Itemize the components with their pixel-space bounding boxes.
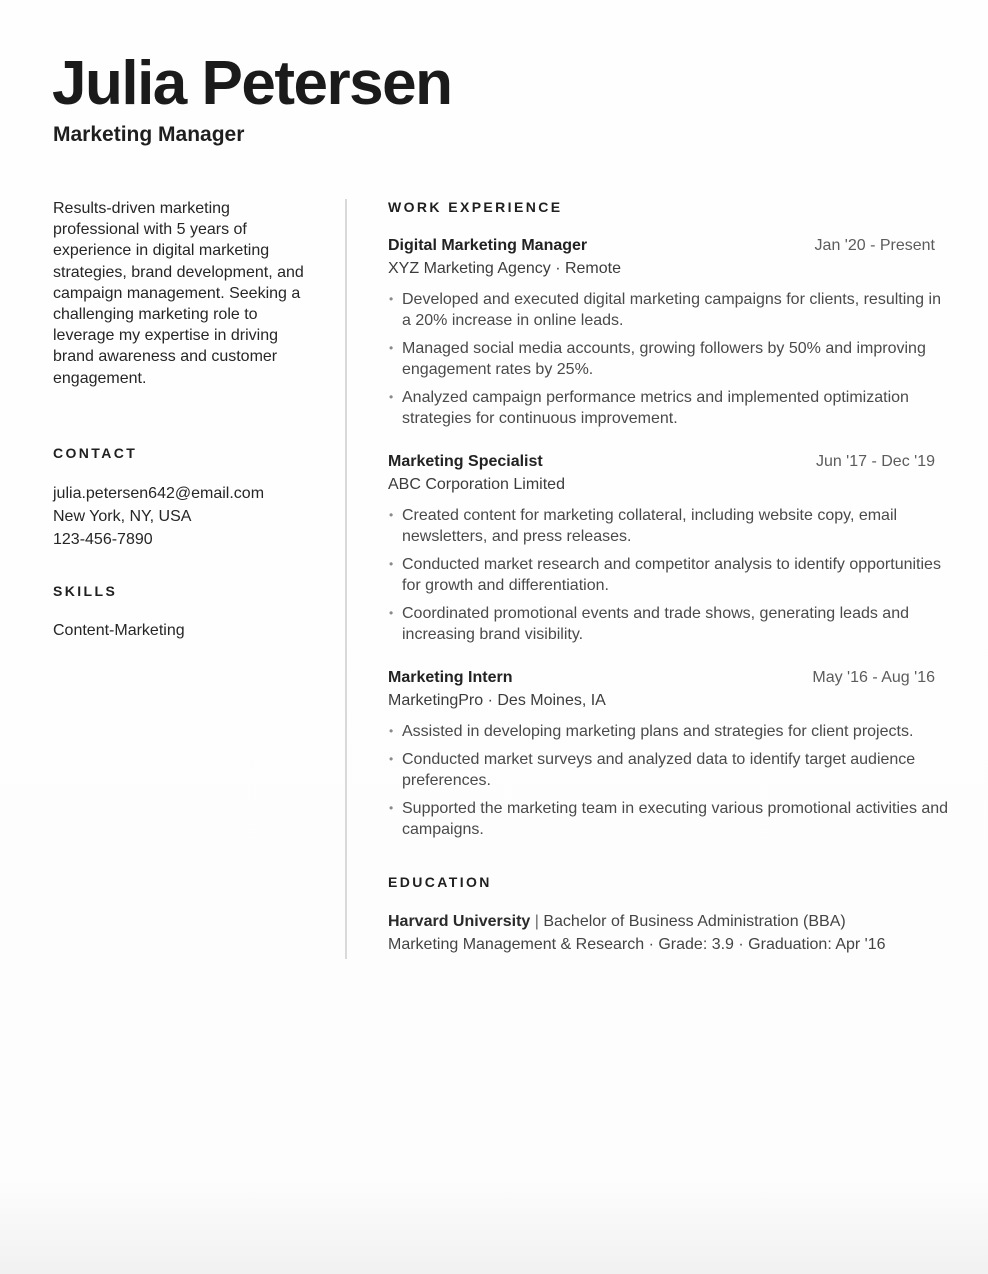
job-title: Digital Marketing Manager [388,237,588,254]
bullet-item [388,603,954,645]
job-company: ABC Corporation Limited [388,476,565,493]
education-degree-line [388,910,954,933]
job-bullets [388,289,954,429]
contact-heading: CONTACT [53,444,138,461]
job-entry [388,235,954,429]
job-title: Marketing Specialist [388,453,543,470]
bullet-item [388,749,954,791]
bullet-dot-icon: • [389,752,394,766]
bullet-text: Managed social media accounts, growing followers by 50% and improving engagement rates by 25%. [402,340,926,378]
bullet-text: Created content for marketing collateral, including website copy, email newsletters, and press releases. [402,507,898,545]
candidate-title: Marketing Manager [53,123,245,146]
job-dates: May '16 - Aug '16 [812,669,935,686]
education-entry [388,910,954,956]
bullet-text: Developed and executed digital marketing campaigns for clients, resulting in a 20% increase in online leads. [402,291,941,329]
bullet-dot-icon: • [389,801,394,815]
education-separator: | [530,913,544,930]
contact-email[interactable]: julia.petersen642@email.com [53,484,265,502]
bullet-item [388,798,954,840]
bullet-dot-icon: • [389,341,394,355]
left-column [53,198,315,642]
bullet-text: Assisted in developing marketing plans and strategies for client projects. [402,723,914,740]
job-header [388,451,954,473]
education-heading: EDUCATION [388,874,492,890]
skill-item: Content-Marketing [53,621,185,639]
job-bullets [388,505,954,645]
summary-text: Results-driven marketing professional with 5 years of experience in digital marketing strategies, brand development, and campaign management. Seeking a challenging marketing role to leverage my expertise in driving brand awareness and customer engagement. [53,200,304,387]
bullet-dot-icon: • [389,390,394,404]
bullet-dot-icon: • [389,606,394,620]
job-bullets [388,721,954,840]
job-entry [388,451,954,645]
bullet-text: Supported the marketing team in executing various promotional activities and campaigns. [402,800,949,838]
bullet-item [388,387,954,429]
education-school: Harvard University [388,913,531,930]
skills-list [53,620,315,642]
column-divider [345,199,347,959]
bullet-text: Conducted market surveys and analyzed data to identify target audience preferences. [402,751,916,789]
bullet-text: Conducted market research and competitor analysis to identify opportunities for growth and differentiation. [402,556,941,594]
bullet-dot-icon: • [389,292,394,306]
contact-location: New York, NY, USA [53,507,192,525]
job-header [388,235,954,257]
job-company: MarketingPro · Des Moines, IA [388,692,606,709]
contact-list [53,482,315,551]
contact-phone[interactable]: 123-456-7890 [53,530,153,548]
skills-heading: SKILLS [53,582,118,599]
bullet-item [388,289,954,331]
job-title: Marketing Intern [388,669,513,686]
job-header [388,667,954,689]
bullet-item [388,338,954,380]
job-company: XYZ Marketing Agency · Remote [388,260,621,277]
job-dates: Jun '17 - Dec '19 [815,453,935,470]
job-entry [388,667,954,840]
work-experience-heading: WORK EXPERIENCE [388,199,563,215]
bullet-item [388,554,954,596]
right-column [388,198,954,956]
bullet-item [388,505,954,547]
bullet-dot-icon: • [389,724,394,738]
bullet-text: Analyzed campaign performance metrics and implemented optimization strategies for continuous improvement. [402,389,909,427]
candidate-name: Julia Petersen [52,49,452,118]
education-degree: Bachelor of Business Administration (BBA) [543,913,846,930]
job-dates: Jan '20 - Present [814,237,935,254]
bullet-dot-icon: • [389,508,394,522]
bullet-dot-icon: • [389,557,394,571]
bullet-item [388,721,954,742]
education-details: Marketing Management & Research · Grade: 3.9 · Graduation: Apr '16 [388,936,886,953]
bullet-text: Coordinated promotional events and trade shows, generating leads and increasing brand visibility. [402,605,909,643]
